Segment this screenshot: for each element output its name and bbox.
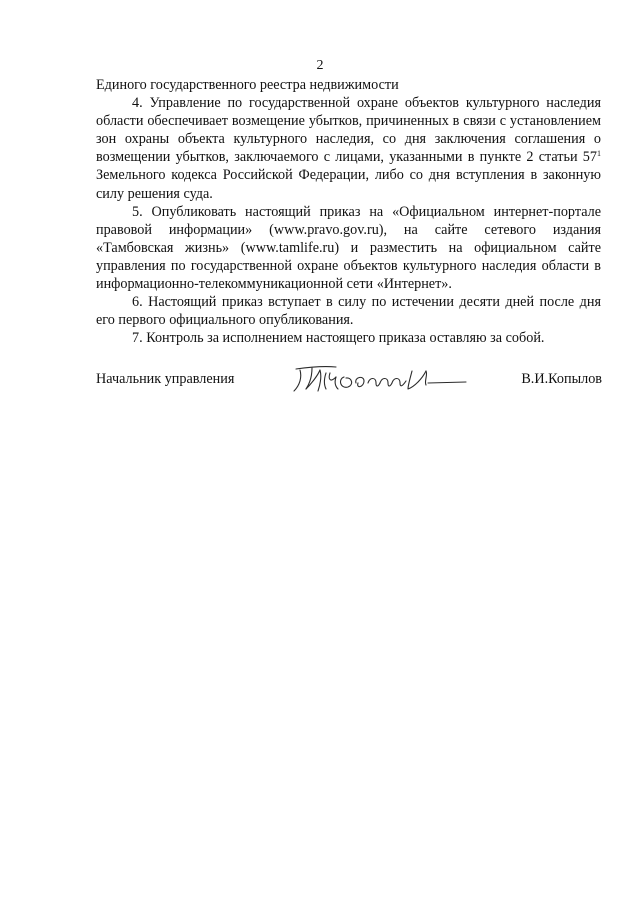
page-number: 2 (316, 58, 324, 73)
signatory-name: В.И.Копылов (521, 371, 602, 387)
paragraph-item-4 (96, 94, 601, 203)
paragraph-item-7: 7. Контроль за исполнением настоящего приказа оставляю за собой. (132, 330, 545, 347)
signature-block (0, 361, 640, 401)
signatory-title: Начальник управления (96, 371, 235, 387)
handwritten-signature-icon (290, 361, 470, 397)
item-4-superscript: 1 (597, 149, 601, 159)
order-body (96, 76, 601, 347)
paragraph-continuation: Единого государственного реестра недвижимости (96, 77, 399, 93)
paragraph-item-5: 5. Опубликовать настоящий приказ на «Официальном интернет-портале правовой информации» (www.pravo.gov.ru), на сайте сетевого издания «Тамбовская жизнь» (www.tamlife.ru) и разместить на официальном сайте управления по государственной охране объектов культурного наследия области в информационно-телекоммуникационной сети «Интернет». (96, 203, 601, 293)
item-4-text-end: Земельного кодекса Российской Федерации, либо со дня вступления в законную силу решения суда. (96, 167, 601, 202)
paragraph-item-6: 6. Настоящий приказ вступает в силу по истечении десяти дней после дня его первого официального опубликования. (96, 294, 601, 329)
item-4-text-start: 4. Управление по государственной охране объектов культурного наследия области обеспечивает возмещение убытков, причиненных в связи с установлением зон охраны объекта культурного наследия, со дня заключения соглашения о возмещении убытков, заключаемого с лицами, указанными в пункте 2 статьи 57 (96, 95, 601, 166)
